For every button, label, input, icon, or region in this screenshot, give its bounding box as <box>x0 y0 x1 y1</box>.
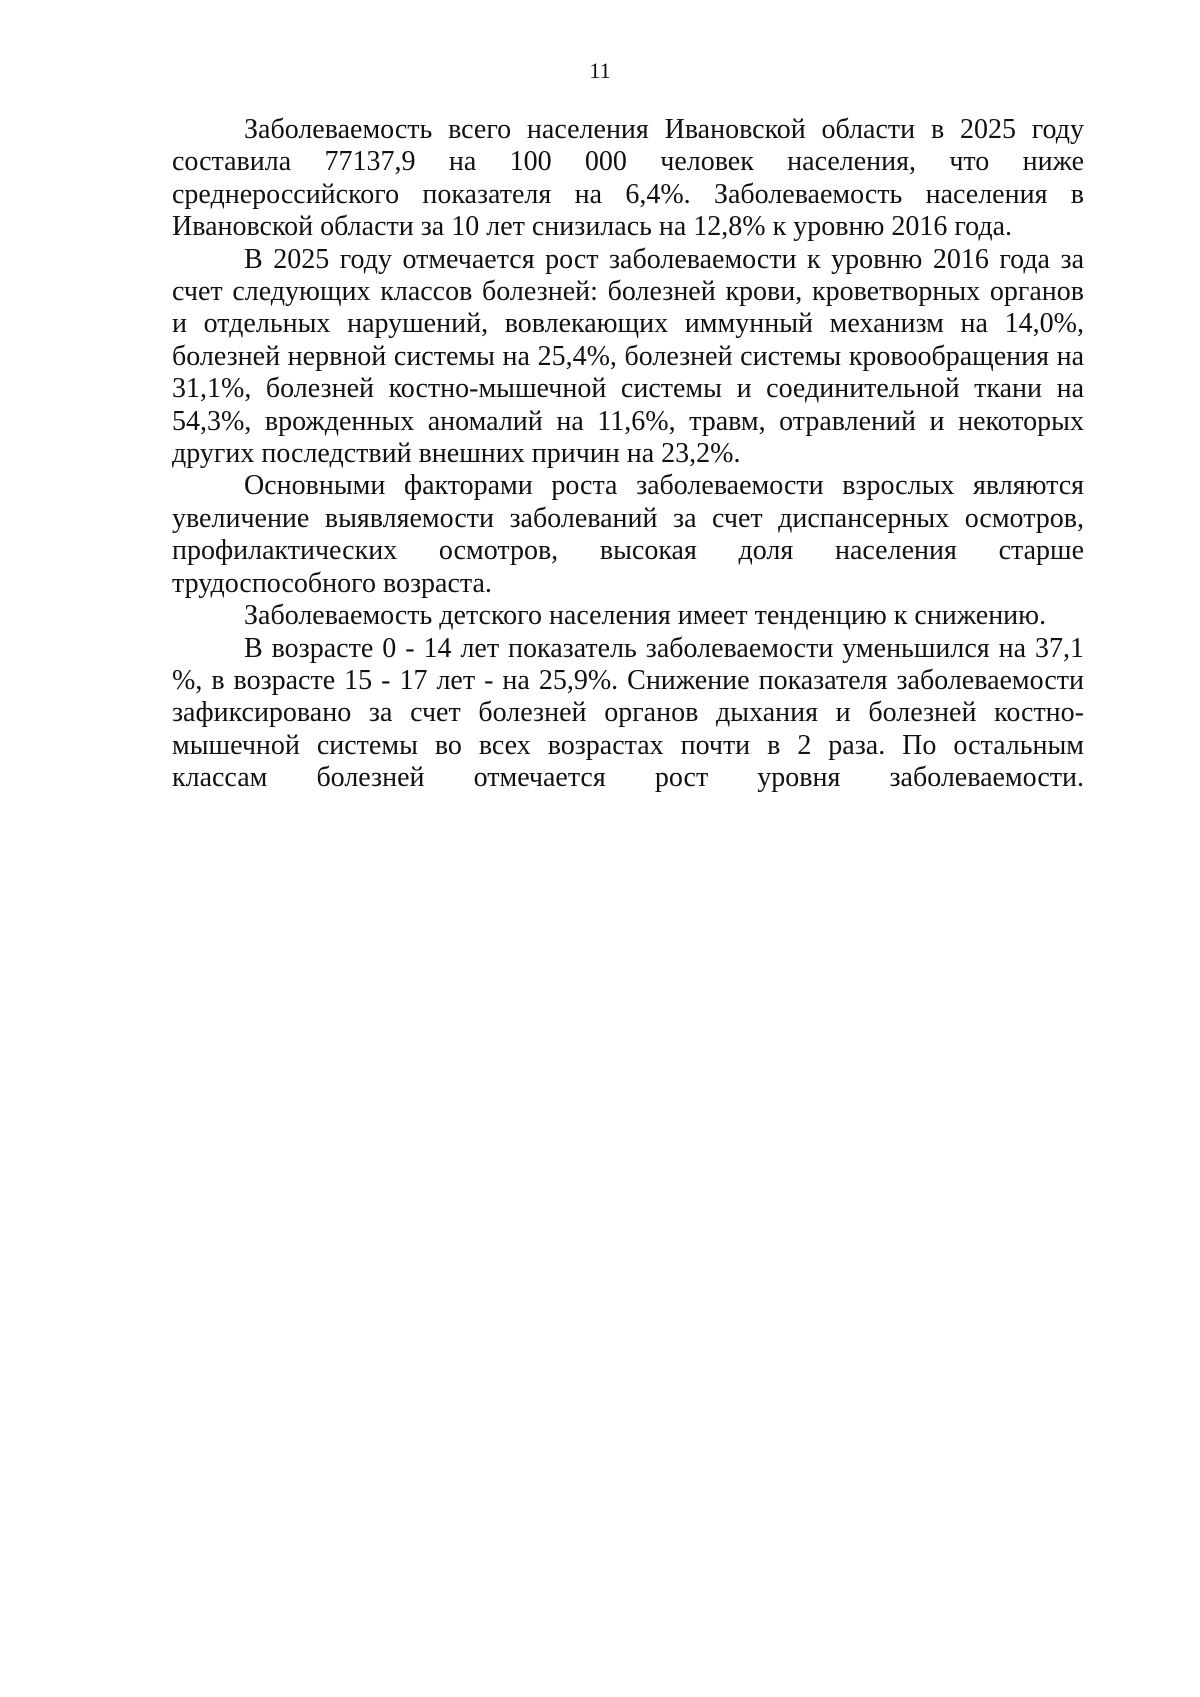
paragraph-adult-factors: Основными факторами роста заболеваемости взрослых являются увеличение выявляемости заболеваний за счет диспансерных осмотров, профилактических осмотров, высокая доля населения старше трудоспособного возраста. <box>172 470 1084 599</box>
paragraph-child-trend: Заболеваемость детского населения имеет тенденцию к снижению. <box>244 600 1047 632</box>
paragraph-age-groups: В возрасте 0 - 14 лет показатель заболеваемости уменьшился на 37,1 %, в возрасте 15 - 17 лет - на 25,9%. Снижение показателя заболеваемости зафиксировано за счет болезней органов дыхания и болезней костно-мышечной системы во всех возрастах почти в 2 раза. По остальным классам болезней отмечается рост уровня заболеваемости. <box>172 632 1084 794</box>
paragraph-morbidity-total: Заболеваемость всего населения Ивановской области в 2025 году составила 77137,9 на 100 000 человек населения, что ниже среднероссийского показателя на 6,4%. Заболеваемость населения в Ивановской области за 10 лет снизилась на 12,8% к уровню 2016 года. <box>172 114 1084 243</box>
document-body <box>172 114 1084 795</box>
page-number: 11 <box>589 58 611 83</box>
paragraph-morbidity-growth: В 2025 году отмечается рост заболеваемости к уровню 2016 года за счет следующих классов болезней: болезней крови, кроветворных органов и отдельных нарушений, вовлекающих иммунный механизм на 14,0%, болезней нервной системы на 25,4%, болезней системы кровообращения на 31,1%, болезней костно-мышечной системы и соединительной ткани на 54,3%, врожденных аномалий на 11,6%, травм, отравлений и некоторых других последствий внешних причин на 23,2%. <box>172 243 1084 470</box>
